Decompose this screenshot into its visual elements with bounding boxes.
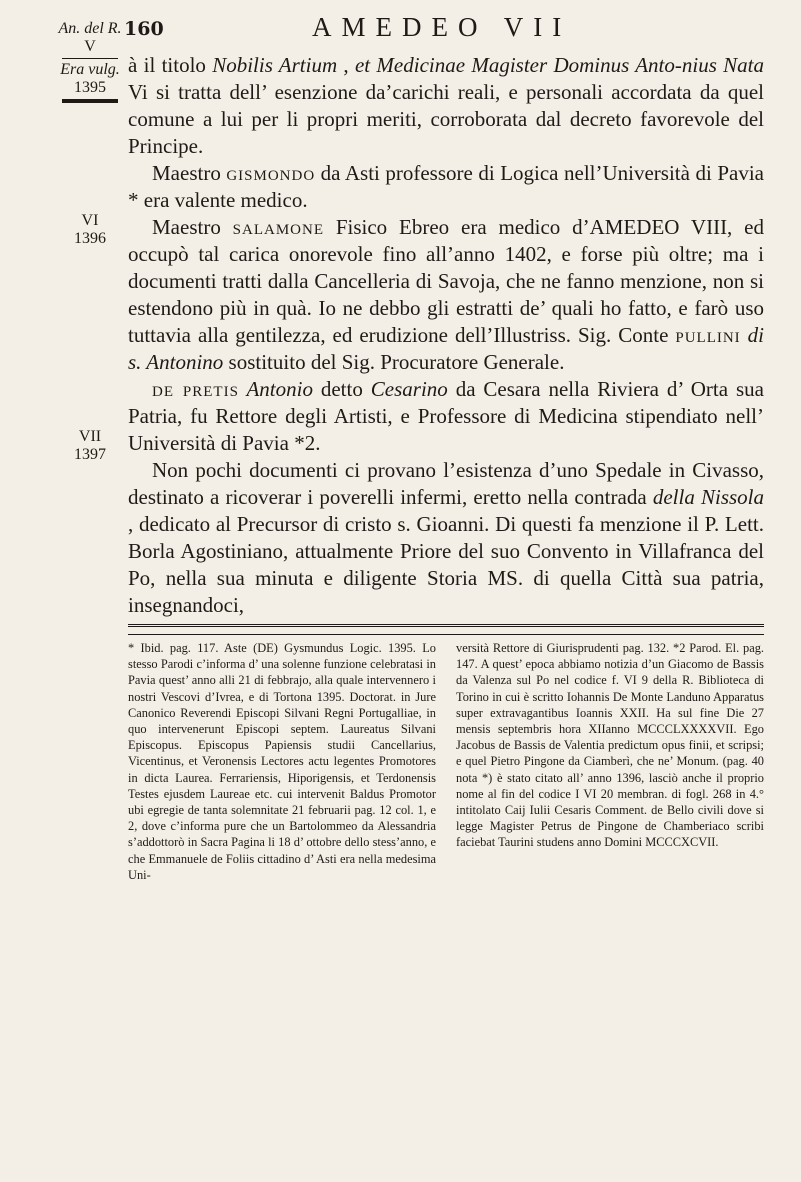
margin-era-year: 1395 <box>74 79 106 96</box>
margin-note-vii-year: 1397 <box>74 446 106 463</box>
paragraph-3: Maestro salamone Fisico Ebreo era medico d’AMEDEO VIII, ed occupò tal carica onorevole fino all’anno 1402, e forse più oltre; ma i documenti tratti dalla Cancelleria di Savoja, che ne fanno menzione, non si estendono più in quà. Io ne debbo gli estratti de’ quali ho fatto, e farò uso tuttavia alla gentilezza, ed erudizione dell’Illustriss. Sig. Conte pullini di s. Antonino sostituito del Sig. Procuratore Generale. <box>128 215 764 374</box>
margin-note-vi <box>56 212 124 248</box>
margin-reign-year: V <box>84 38 96 55</box>
paragraph-5: Non pochi documenti ci provano l’esistenza d’uno Spedale in Civasso, destinato a ricoverar i poverelli infermi, eretto nella contrada della Nissola , dedicato al Precursor di cristo s. Gioanni. Di questi fa menzione il P. Lett. Borla Agostiniano, attualmente Priore del suo Convento in Villafranca del Po, nella sua minuta e diligente Storia MS. di quella Città sua patria, insegnandoci, <box>128 458 765 617</box>
footnote-left-text: * Ibid. pag. 117. Aste (DE) Gysmundus Logic. 1395. Lo stesso Parodi c’informa d’ una solenne funzione celebratasi in Pavia quest’ anno alli 21 di febbrajo, alla quale intervennero i nostri Vescovi d’Ivrea, e di Tortona 1395. Doctorat. in Jure Canonico Reverendi Episcopi Silvani Regni Portugalliae, in quo intervenerunt Episcopi septem. Laureatus Silvani Episcopus. Episcopus Papiensis studii Cancellarius, Vicentinus, et Veronensis Lectores actu legentes Promotores in dicta Laurea. Ferrariensis, Hiporigensis, et Terdonensis Testes ejusdem Laureae etc. cui intervenit Baldus Promotor ubi egregie de tanta solemnitate 21 februarii pag. 12 col. 1, e 2, dove c’informa pure che un Bartolommeo da Alessandria s’addottorò in Sacra Pagina li 18 d’ ottobre dello stess’anno, e che Emmanuele de Foliis cittadino d’ Asti era nella medesima Uni- <box>128 641 436 882</box>
footnote-separator <box>128 624 764 635</box>
main-text <box>128 52 764 619</box>
footnote-right-text: versità Rettore di Giurisprudenti pag. 132. *2 Parod. El. pag. 147. A quest’ epoca abbiamo notizia d’un Giacomo de Bassis da Valenza sul Po nel codice f. VI 9 della R. Biblioteca di Torino in cui è scritto Iohannis De Monte Landuno Apparatus super extravagantibus Ioannis XXII. Ha sul fine Die 27 mensis septembris hora XIIanno MCCCLXXXXVII. Ego Jacobus de Bassis de Valentia predictum opus finii, et scripsi; e quel Pietro Pingone da Ciamberì, che ne’ Monum. (pag. 40 nota *) è stato citato all’ anno 1396, lasciò anche il proprio nome al fin del codice I VI 20 membran. di fogl. 268 in 4.° intitolato Caij Iulii Cesaris Comment. de Bello civili dove si legge Magister Petrus de Pingone de Chamberiaco scribi faciebat Taurini studens anno Domini MCCCXCVII. <box>456 641 764 850</box>
page-number: 160 <box>124 18 164 40</box>
footnotes-left-column <box>128 640 436 883</box>
margin-rule <box>62 58 118 59</box>
paragraph-1: à il titolo Nobilis Artium , et Medicinae Magister Dominus Anto-nius Nata Vi si tratta dell’ esenzione da’carichi reali, e personali accordata da quel comune a lui per li propri meriti, corroborata dal decreto favorevole del Principe. <box>128 53 765 158</box>
margin-reign-label: An. del R. <box>58 20 122 37</box>
margin-thick-rule <box>62 99 118 103</box>
margin-note-vi-label: VI <box>81 212 99 229</box>
margin-note-vii-label: VII <box>78 428 102 445</box>
margin-era-block <box>56 20 124 105</box>
margin-note-vi-year: 1396 <box>74 230 106 247</box>
running-title: AMEDEO VII <box>312 12 572 42</box>
paragraph-2: Maestro gismondo da Asti professore di Logica nell’Università di Pavia * era valente medico. <box>128 161 764 212</box>
paragraph-4: de pretis Antonio detto Cesarino da Cesara nella Riviera d’ Orta sua Patria, fu Rettore degli Artisti, e Professore di Medicina stipendiato nell’ Università di Pavia *2. <box>128 377 764 455</box>
footnotes-right-column <box>456 640 764 851</box>
margin-note-vii <box>56 428 124 464</box>
margin-era-label: Era vulg. <box>60 61 120 78</box>
